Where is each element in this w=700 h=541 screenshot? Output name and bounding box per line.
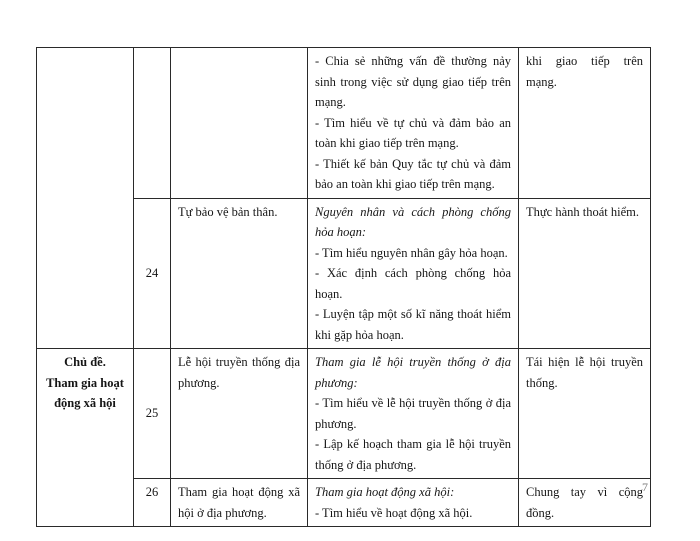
table-row-continuation <box>37 48 651 199</box>
theme-name: Tham gia hoạt động xã hội <box>46 375 124 410</box>
product-cell <box>519 479 651 527</box>
activity-item: - Xác định cách phòng chống hỏa hoạn. <box>315 266 511 301</box>
topic-cell-empty <box>171 48 308 199</box>
product-text: Chung tay vì cộng đồng. <box>526 485 643 520</box>
activity-item: - Chia sẻ những vấn đề thường nảy sinh trong việc sử dụng giao tiếp trên mạng. <box>315 54 511 109</box>
week-cell: 26 <box>134 479 171 527</box>
activity-item: - Tìm hiểu về hoạt động xã hội. <box>315 505 473 520</box>
topic-cell <box>171 479 308 527</box>
week-cell: 24 <box>134 198 171 349</box>
activity-item: - Luyện tập một số kĩ năng thoát hiểm khi gặp hỏa hoạn. <box>315 307 511 342</box>
theme-cell <box>37 349 134 527</box>
activities-cell <box>308 198 519 349</box>
activities-heading: Tham gia hoạt động xã hội: <box>315 485 455 499</box>
product-text: khi giao tiếp trên mạng. <box>526 54 643 89</box>
activity-item: - Tìm hiểu về tự chủ và đảm bảo an toàn khi giao tiếp trên mạng. <box>315 115 511 150</box>
activity-item: - Tìm hiểu nguyên nhân gây hỏa hoạn. <box>315 245 508 260</box>
week-cell: 25 <box>134 349 171 479</box>
week-cell-empty <box>134 48 171 199</box>
topic-cell <box>171 198 308 349</box>
page-number: 7 <box>642 480 648 494</box>
product-text: Thực hành thoát hiểm. <box>526 204 639 219</box>
topic-text: Tham gia hoạt động xã hội ở địa phương. <box>178 485 300 520</box>
activities-heading: Nguyên nhân và cách phòng chống hỏa hoạn: <box>315 204 511 239</box>
product-text: Tái hiện lễ hội truyền thống. <box>526 355 643 390</box>
topic-text: Tự bảo vệ bản thân. <box>178 204 278 219</box>
topic-text: Lễ hội truyền thống địa phương. <box>178 355 300 390</box>
activity-item: - Thiết kế bản Quy tắc tự chủ và đảm bảo an toàn khi giao tiếp trên mạng. <box>315 156 511 191</box>
topic-cell <box>171 349 308 479</box>
activity-item: - Tìm hiểu về lễ hội truyền thống ở địa phương. <box>315 396 511 431</box>
product-cell <box>519 349 651 479</box>
product-cell <box>519 48 651 199</box>
planning-table <box>36 47 651 527</box>
activities-heading: Tham gia lễ hội truyền thống ở địa phương: <box>315 355 511 390</box>
theme-title: Chủ đề. <box>64 355 106 369</box>
activities-cell <box>308 479 519 527</box>
activity-item: - Lập kế hoạch tham gia lễ hội truyền thống ở địa phương. <box>315 437 511 472</box>
activities-cell <box>308 349 519 479</box>
product-cell <box>519 198 651 349</box>
activities-cell <box>308 48 519 199</box>
table-row-25 <box>37 349 651 479</box>
theme-cell-empty <box>37 48 134 349</box>
